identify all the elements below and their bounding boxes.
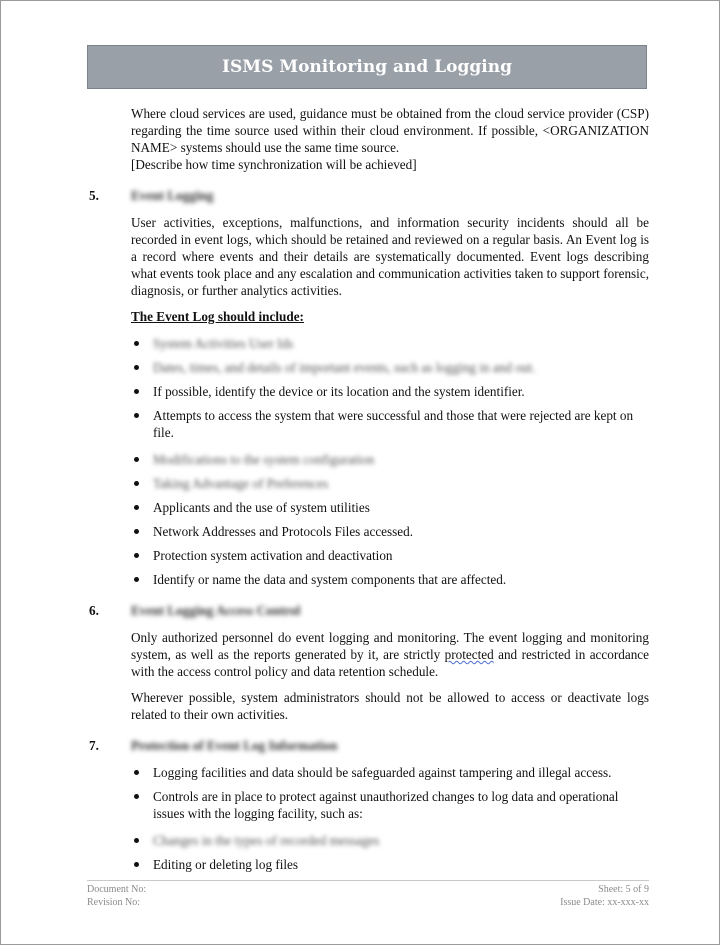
event-log-list [131, 335, 649, 588]
list-item [131, 523, 649, 540]
footer-left [87, 883, 146, 909]
list-item-text: Taking Advantage of Preferences [153, 476, 329, 491]
section-6-text-c: and restricted in accordance with the access control policy and data retention schedule. [131, 647, 649, 679]
section-6-title: Event Logging Access Control [131, 603, 301, 618]
list-item [131, 359, 649, 376]
intro-paragraph [131, 105, 649, 173]
section-7-heading [89, 737, 649, 754]
section-6-number: 6. [89, 603, 99, 618]
list-item [131, 788, 649, 822]
section-6-text-a: Only authorized personnel do event logging and monitoring. The event logging and monitoring system, as well as the reports generated by it, are strictly [131, 630, 649, 662]
intro-block [131, 105, 649, 173]
list-item-text: Network Addresses and Protocols Files accessed. [153, 524, 414, 539]
list-item-text: If possible, identify the device or its location and the system identifier. [153, 384, 525, 399]
section-5-title: Event Logging [131, 188, 214, 203]
section-5-body [131, 214, 649, 588]
list-item [131, 499, 649, 516]
list-item-text: Attempts to access the system that were successful and those that were rejected are kept on file. [153, 408, 634, 440]
event-log-subheading: The Event Log should include: [131, 309, 304, 324]
issue-date: Issue Date: xx-xxx-xx [560, 897, 649, 908]
revision-number-label: Revision No: [87, 897, 141, 908]
list-item [131, 407, 649, 441]
section-7-body [131, 764, 649, 873]
list-item [131, 764, 649, 781]
intro-text: Where cloud services are used, guidance must be obtained from the cloud service provider (CSP) regarding the time source used within their cloud environment. If possible, <ORGANIZATION NAME> systems should use the same time source. [131, 106, 649, 155]
section-6-body [131, 629, 649, 723]
list-item [131, 383, 649, 400]
section-6-heading [89, 602, 649, 619]
section-5-number: 5. [89, 188, 99, 203]
list-item [131, 571, 649, 588]
list-item [131, 547, 649, 564]
list-item-text: Dates, times, and details of important events, such as logging in and out. [153, 360, 536, 375]
footer-divider [87, 880, 649, 881]
list-item-text: Changes in the types of recorded messages [153, 833, 380, 848]
document-number-label: Document No: [87, 884, 147, 895]
section-6-paragraph-2: Wherever possible, system administrators should not be allowed to access or deactivate logs related to their own activities. [131, 690, 649, 722]
intro-placeholder-note: [Describe how time synchronization will be achieved] [131, 157, 417, 172]
document-body [89, 105, 649, 880]
page-footer [87, 883, 649, 909]
section-5-heading [89, 187, 649, 204]
sheet-number: Sheet: 5 of 9 [598, 884, 649, 895]
page-title: ISMS Monitoring and Logging [87, 45, 647, 89]
list-item [131, 856, 649, 873]
list-item [131, 832, 649, 849]
list-item-text: Protection system activation and deactivation [153, 548, 393, 563]
section-5-paragraph: User activities, exceptions, malfunctions, and information security incidents should all be recorded in event logs, which should be retained and reviewed on a regular basis. An Event log is a record where events and their details are systematically documented. Event logs describing what events took place and any escalation and communication activities taken to support forensic, diagnosis, or further analytics activities. [131, 215, 649, 298]
section-6-text-protected: protected [444, 647, 494, 662]
section-6-paragraph-1 [131, 629, 649, 680]
list-item-text: System Activities User Ids [153, 336, 294, 351]
list-item-text: Identify or name the data and system components that are affected. [153, 572, 507, 587]
list-item-text: Controls are in place to protect against unauthorized changes to log data and operational issues with the logging facility, such as: [153, 789, 619, 821]
list-item [131, 335, 649, 352]
list-item-text: Modifications to the system configuration [153, 452, 375, 467]
section-7-title: Protection of Event Log Information [131, 738, 338, 753]
section-7-number: 7. [89, 738, 99, 753]
footer-right [560, 883, 649, 909]
list-item-text: Logging facilities and data should be safeguarded against tampering and illegal access. [153, 765, 612, 780]
log-protection-list [131, 764, 649, 873]
list-item-text: Editing or deleting log files [153, 857, 299, 872]
list-item-text: Applicants and the use of system utilities [153, 500, 370, 515]
list-item [131, 475, 649, 492]
list-item [131, 451, 649, 468]
